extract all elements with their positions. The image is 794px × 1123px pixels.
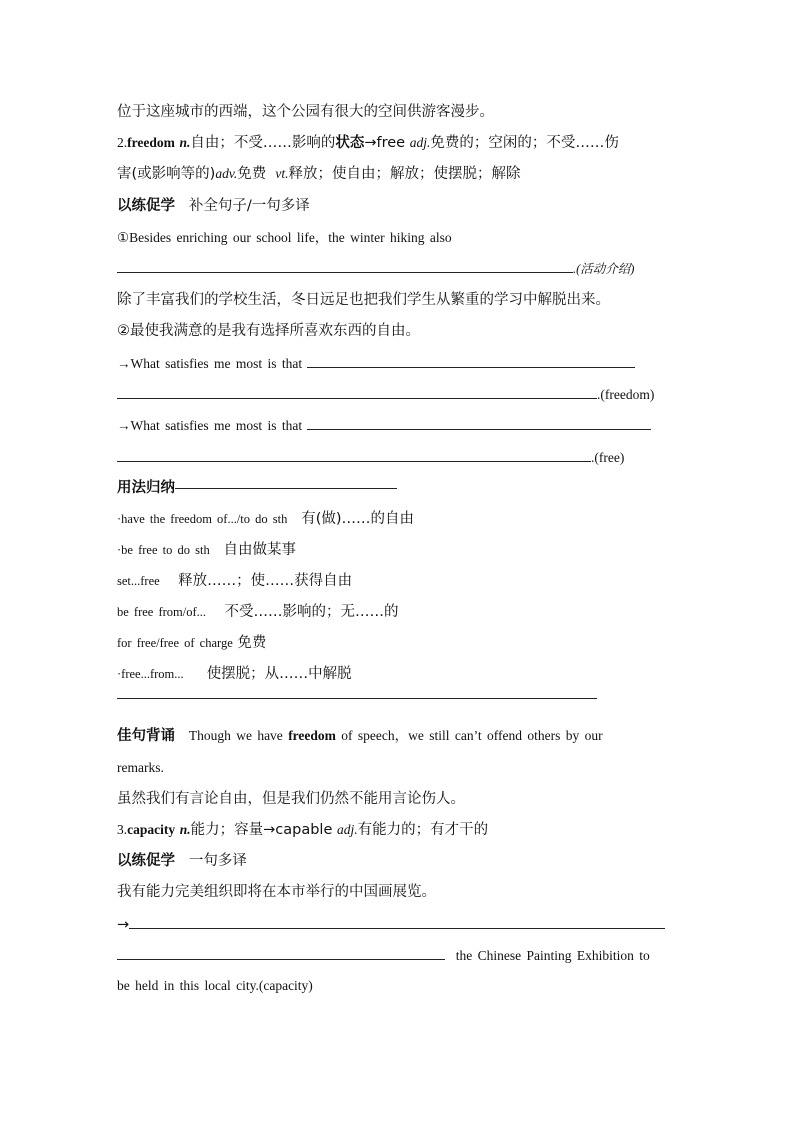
item-2-line-2 xyxy=(117,164,521,184)
question-2a-line xyxy=(117,353,635,374)
definition: 释放；使自由；解放；使摆脱；解除 xyxy=(288,166,521,182)
usage-item xyxy=(117,602,398,622)
question-hint: .(freedom) xyxy=(597,387,655,402)
section-subtitle: 一句多译 xyxy=(188,853,247,869)
usage-phrase: set...free xyxy=(117,574,160,588)
practice-2-last-line: be held in this local city.(capacity) xyxy=(117,978,313,993)
answer-blank[interactable] xyxy=(117,384,597,399)
question-1-chinese: 除了丰富我们的学校生活，冬日远足也把我们学生从繁重的学习中解脱出来。 xyxy=(117,292,610,308)
pos-label: n. xyxy=(179,822,191,837)
intro-line: 位于这座城市的西端，这个公园有很大的空间供游客漫步。 xyxy=(117,104,494,120)
practice-heading xyxy=(117,851,247,871)
question-1-answer-line xyxy=(117,258,634,279)
usage-item xyxy=(117,633,266,653)
headword-capacity: capacity xyxy=(127,822,176,837)
section-title: 以练促学 xyxy=(117,198,175,214)
question-2-chinese: ②最使我满意的是我有选择所喜欢东西的自由。 xyxy=(117,323,420,339)
usage-heading xyxy=(117,478,397,498)
usage-phrase: ·be free to do sth xyxy=(117,543,210,557)
pos-label: n. xyxy=(179,135,191,150)
pos-label: adj. xyxy=(409,135,431,150)
good-sentence-chinese: 虽然我们有言论自由，但是我们仍然不能用言论伤人。 xyxy=(117,791,465,807)
sentence-part: Though we have xyxy=(188,728,289,743)
sentence-keyword: freedom xyxy=(288,728,336,743)
answer-blank[interactable] xyxy=(117,447,591,462)
definition: 免费 xyxy=(237,166,267,182)
question-2a-continuation xyxy=(117,384,654,405)
question-2b-line xyxy=(117,415,651,436)
usage-phrase: ·free...from... xyxy=(117,667,184,681)
item-2-heading xyxy=(117,133,619,153)
usage-item xyxy=(117,540,296,560)
section-title: 用法归纳 xyxy=(117,480,175,496)
definition: 自由；不受……影响的 xyxy=(190,135,336,151)
answer-blank[interactable] xyxy=(117,945,445,960)
answer-blank[interactable] xyxy=(307,353,635,368)
answer-blank[interactable] xyxy=(117,258,573,273)
usage-meaning: 使摆脱；从……中解脱 xyxy=(206,666,352,682)
section-title: 佳句背诵 xyxy=(117,728,175,744)
item-number: 2. xyxy=(117,135,128,150)
usage-meaning: 不受……影响的；无……的 xyxy=(224,604,399,620)
practice-2-answer-line xyxy=(117,914,665,935)
answer-blank[interactable] xyxy=(307,415,651,430)
good-sentence-end: remarks. xyxy=(117,760,164,775)
item-number: 3. xyxy=(117,822,128,837)
sentence-tail: the Chinese Painting Exhibition to xyxy=(455,948,650,963)
usage-phrase: ·have the freedom of.../to do sth xyxy=(117,512,288,526)
sentence-stem: →What satisfies me most is that xyxy=(117,356,303,371)
sentence-stem: →What satisfies me most is that xyxy=(117,418,303,433)
practice-2-continuation xyxy=(117,945,650,966)
usage-phrase: be free from/of... xyxy=(117,605,207,619)
arrow: → xyxy=(117,917,130,933)
pos-label: adj. xyxy=(336,822,358,837)
headword-freedom: freedom xyxy=(127,135,175,150)
question-hint: .(free) xyxy=(591,450,625,465)
usage-phrase: for free/free of charge xyxy=(117,636,233,650)
pos-label: vt. xyxy=(275,166,289,181)
good-sentence-line xyxy=(117,726,603,746)
usage-meaning: 释放……；使……获得自由 xyxy=(178,573,353,589)
definition: 免费的；空闲的；不受……伤 xyxy=(430,135,619,151)
definition: 有能力的；有才干的 xyxy=(357,822,489,838)
pos-label: adv. xyxy=(215,166,238,181)
section-title: 以练促学 xyxy=(117,853,175,869)
practice-2-chinese: 我有能力完美组织即将在本市举行的中国画展览。 xyxy=(117,884,436,900)
section-subtitle: 补全句子/一句多译 xyxy=(188,198,310,214)
usage-meaning: 自由做某事 xyxy=(223,542,297,558)
question-2b-continuation xyxy=(117,447,624,468)
question-1-text: ①Besides enriching our school life，the winter hiking also xyxy=(117,230,452,245)
heading-rule xyxy=(175,488,397,489)
sentence-part: of speech，we still can’t offend others by our xyxy=(335,728,603,743)
usage-item xyxy=(117,571,352,591)
usage-item xyxy=(117,509,414,529)
question-hint: .(活动介绍) xyxy=(573,262,635,276)
definition: 害(或影响等的) xyxy=(117,166,216,182)
derivative: →free xyxy=(364,135,406,151)
usage-bottom-rule xyxy=(117,698,597,699)
definition-bold: 状态 xyxy=(335,135,365,151)
usage-item xyxy=(117,664,352,684)
practice-heading xyxy=(117,196,310,216)
definition: 能力；容量→capable xyxy=(190,822,337,838)
usage-meaning: 有(做)……的自由 xyxy=(301,511,415,527)
usage-meaning: 免费 xyxy=(237,635,267,651)
item-3-heading xyxy=(117,820,488,840)
answer-blank[interactable] xyxy=(129,914,665,929)
